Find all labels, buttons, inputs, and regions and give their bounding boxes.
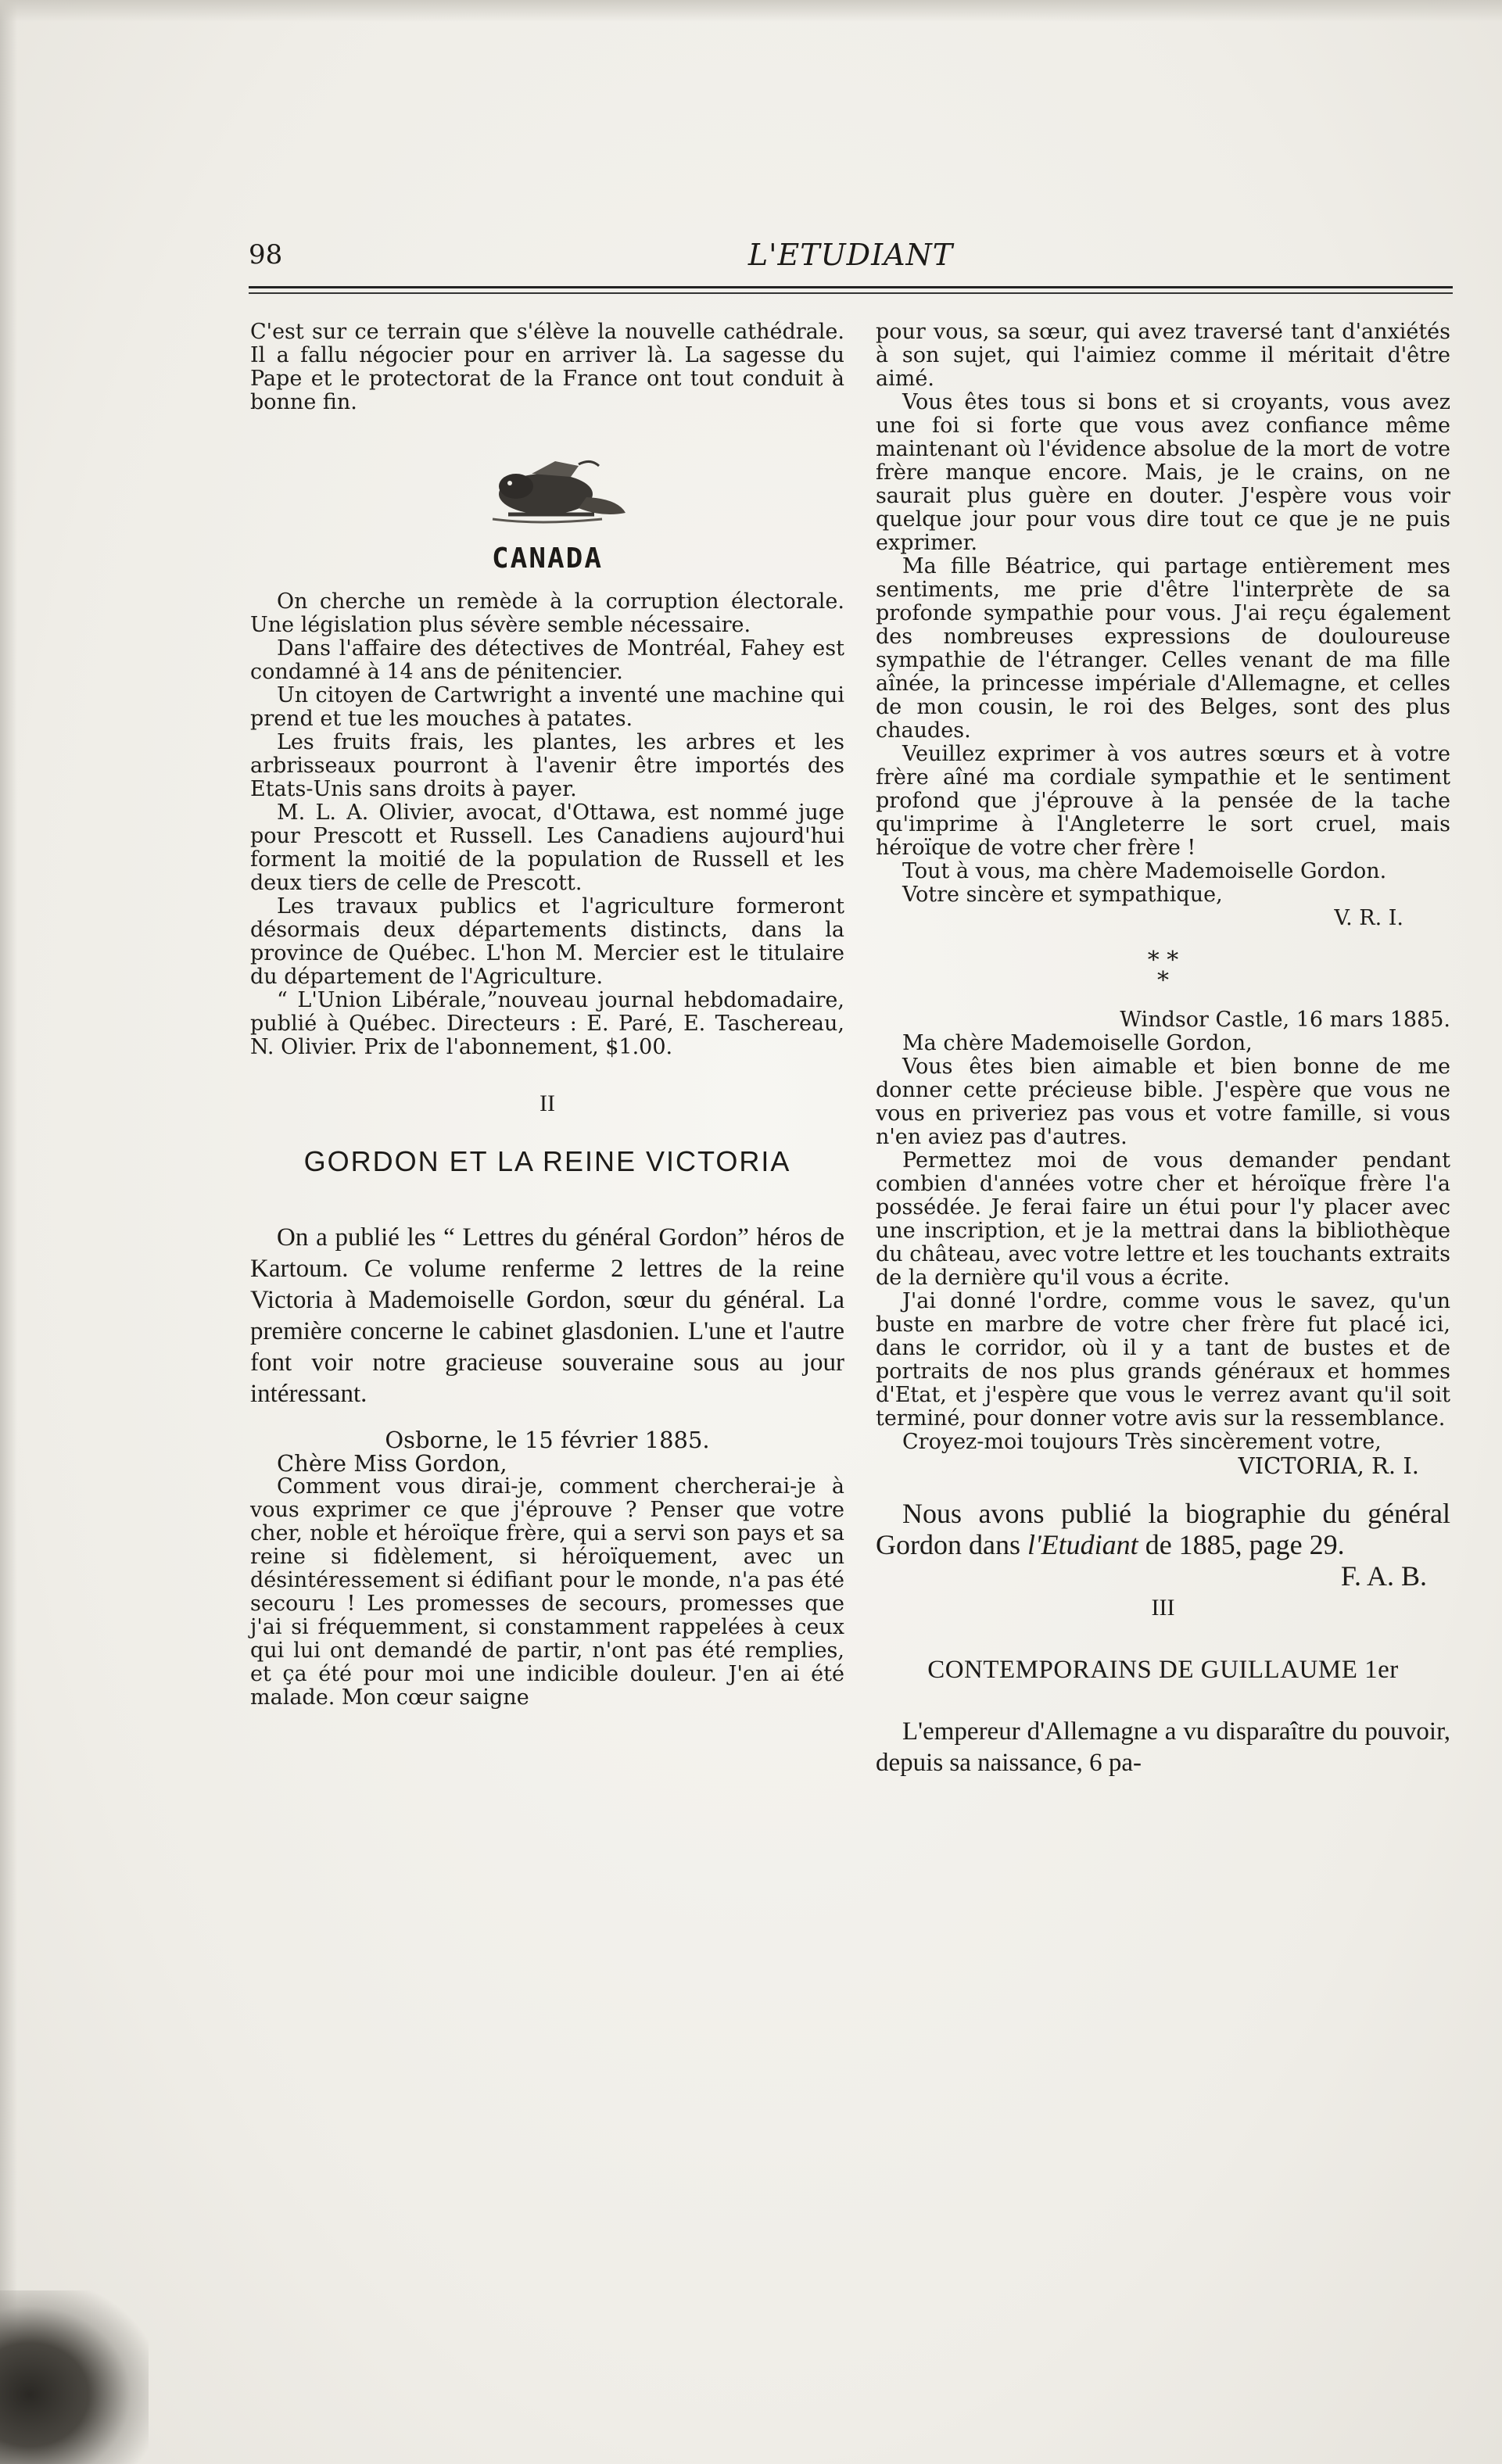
contemporains-heading: CONTEMPORAINS DE GUILLAUME 1er: [927, 1656, 1399, 1684]
letter1-closing: Tout à vous, ma chère Mademoiselle Gordon.: [902, 859, 1387, 883]
section-numeral-iii: III: [1151, 1595, 1175, 1621]
editor-note-signature: F. A. B.: [1340, 1560, 1427, 1592]
canada-heading: CANADA: [491, 543, 604, 575]
scan-smudge: [0, 2290, 149, 2464]
running-title: L'ETUDIANT: [747, 238, 954, 272]
canada-paragraph: “ L'Union Libérale,”nouveau journal hebdomadaire, publié à Québec. Directeurs : E. Paré, E. Taschereau, N. Olivier. Prix de l'abonnement, $1.00.: [250, 988, 844, 1059]
header-rule: [249, 286, 1453, 288]
beaver-emblem-icon: [461, 442, 633, 528]
letter2-body: Vous êtes bien aimable et bien bonne de me donner cette précieuse bible. J'espère que vous ne vous en priveriez pas vous et votre famille, si vous n'en aviez pas d'autres.: [876, 1055, 1450, 1149]
right-column: [876, 321, 1450, 1778]
letter1-salutation: Chère Miss Gordon,: [277, 1450, 507, 1477]
letter1-continuation: Veuillez exprimer à vos autres sœurs et à votre frère aîné ma cordiale sympathie et le sentiment profond que j'éprouve à la pensée de la tache qu'imprime à l'Angleterre le sort cruel, mais héroïque de votre cher frère !: [876, 742, 1450, 860]
letter1-continuation: Vous êtes tous si bons et si croyants, vous avez une foi si forte que vous avez confiance même maintenant où l'évidence absolue de la mort de votre frère manque encore. Mais, je le crains, on ne saurait plus guère en douter. J'espère vous voir quelque jour pour vous dire tout ce que je ne puis exprimer.: [876, 390, 1450, 555]
canada-paragraph: M. L. A. Olivier, avocat, d'Ottawa, est nommé juge pour Prescott et Russell. Les Canadiens aujourd'hui forment la moitié de la population de Russell et les deux tiers de celle de Prescott.: [250, 800, 844, 895]
letter1-continuation: pour vous, sa sœur, qui avez traversé tant d'anxiétés à son sujet, qui l'aimiez comme il méritait d'être aimé.: [876, 320, 1450, 391]
letter1-body: Comment vous dirai-je, comment chercherai-je à vous exprimer ce que j'éprouve ? Penser que votre cher, noble et héroïque frère, qui a servi son pays et sa reine si fidèlement, si héroïquement, avec un désintéressement si édifiant pour le monde, n'a pas été secouru ! Les promesses de secours, promesses que j'ai si fréquemment, si constamment rappelées à ceux qui lui ont demandé de partir, n'ont pas été remplies, et ça été pour moi une indicible douleur. J'en ai été malade. Mon cœur saigne: [250, 1474, 844, 1710]
section-numeral-ii: II: [540, 1091, 555, 1116]
asterism: [876, 947, 1450, 994]
letter1-closing: Votre sincère et sympathique,: [902, 883, 1223, 907]
letter2-closing: Croyez-moi toujours Très sincèrement votre,: [902, 1430, 1382, 1454]
asterism-bottom: *: [1157, 967, 1169, 994]
letter1-continuation: Ma fille Béatrice, qui partage entièrement mes sentiments, me prie d'être l'interprète de sa profonde sympathie pour vous. J'ai reçu également des nombreuses expressions de douloureuse sympathie de l'étranger. Celles venant de ma fille aînée, la princesse impériale d'Allemagne, et celles de mon cousin, le roi des Belges, sont des plus chaudes.: [876, 554, 1450, 743]
page-number: 98: [249, 239, 283, 270]
letter2-body: J'ai donné l'ordre, comme vous le savez, qu'un buste en marbre de votre cher frère fut placé ici, dans le corridor, où il y a tant de bustes et de portraits de nos plus grands généraux et hommes d'Etat, et j'espère que vous le verrez avant qu'il soit terminé, pour donner votre avis sur la ressemblance.: [876, 1289, 1450, 1431]
intro-paragraph: C'est sur ce terrain que s'élève la nouvelle cathédrale. Il a fallu négocier pour en arriver là. La sagesse du Pape et le protectorat de la France ont tout conduit à bonne fin.: [250, 320, 844, 414]
gordon-heading: GORDON ET LA REINE VICTORIA: [303, 1145, 791, 1177]
canada-paragraph: On cherche un remède à la corruption électorale. Une législation plus sévère semble nécessaire.: [250, 589, 844, 637]
letter2-body: Permettez moi de vous demander pendant combien d'années votre cher et héroïque frère l'a possédée. Je ferai faire un étui pour l'y placer avec une inscription, et je la mettrai dans la bibliothèque du château, avec votre lettre et les touchants extraits de la dernière qu'il vous a écrite.: [876, 1148, 1450, 1290]
page-header: [249, 235, 1453, 281]
canada-paragraph: Les fruits frais, les plantes, les arbres et les arbrisseaux pourront à l'avenir être importés des Etats-Unis sans droits à payer.: [250, 730, 844, 801]
editor-note-text: Nous avons publié la biographie du général Gordon dans: [876, 1498, 1450, 1560]
canada-paragraph: Un citoyen de Cartwright a inventé une machine qui prend et tue les mouches à patates.: [250, 683, 844, 731]
editor-note-text-end: de 1885, page 29.: [1138, 1529, 1345, 1560]
canada-paragraph: Dans l'affaire des détectives de Montréal, Fahey est condamné à 14 ans de pénitencier.: [250, 636, 844, 684]
gordon-intro: On a publié les “ Lettres du général Gordon” héros de Kartoum. Ce volume renferme 2 lettres de la reine Victoria à Mademoiselle Gordon, sœur du général. La première concerne le cabinet glasdonien. L'une et l'autre font voir notre gracieuse souveraine sous au jour intéressant.: [250, 1223, 844, 1408]
page-shadow-top: [0, 0, 1502, 22]
contemporains-intro: L'empereur d'Allemagne a vu disparaître du pouvoir, depuis sa naissance, 6 pa-: [876, 1717, 1450, 1777]
left-column: [250, 321, 844, 1710]
header-rule-secondary: [249, 292, 1453, 294]
letter1-signature: V. R. I.: [1334, 906, 1403, 930]
editor-note-journal: l'Etudiant: [1027, 1529, 1138, 1560]
letter1-place-date: Osborne, le 15 février 1885.: [385, 1427, 710, 1453]
canada-paragraph: Les travaux publics et l'agriculture formeront désormais deux départements distincts, dans la province de Québec. L'hon M. Mercier est le titulaire du département de l'Agriculture.: [250, 894, 844, 989]
letter2-salutation: Ma chère Mademoiselle Gordon,: [902, 1031, 1253, 1055]
page-shadow-left: [0, 0, 17, 2464]
asterism-top: * *: [1147, 947, 1179, 974]
letter2-signature: VICTORIA, R. I.: [1238, 1452, 1419, 1479]
letter2-place-date: Windsor Castle, 16 mars 1885.: [1120, 1008, 1450, 1032]
editor-note: [876, 1498, 1450, 1592]
